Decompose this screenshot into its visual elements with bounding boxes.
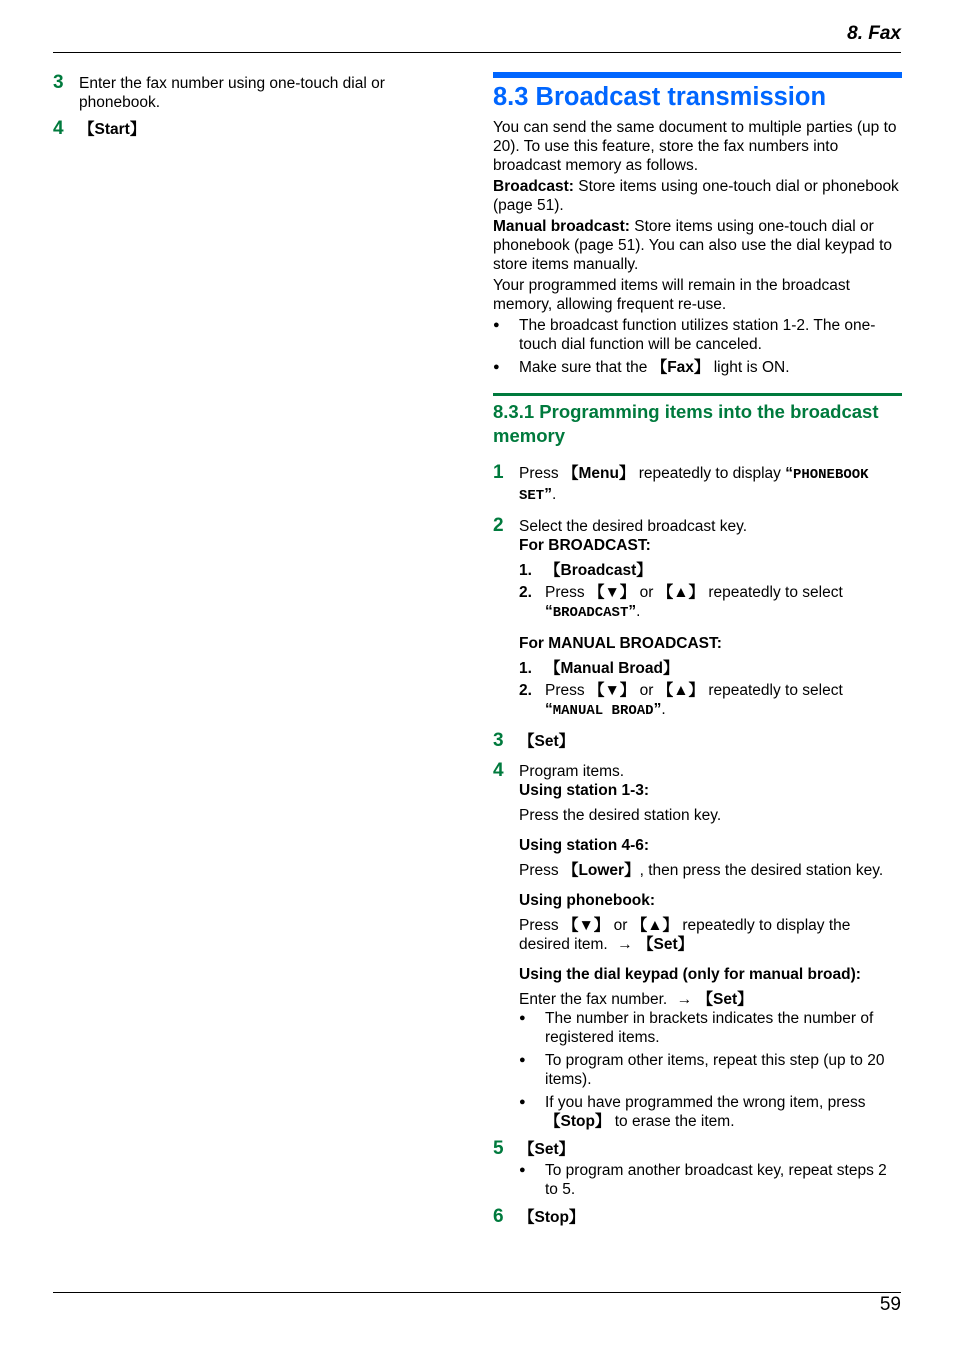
list-item: 1. 【Broadcast】 [519,562,652,579]
manual-paragraph [493,217,902,274]
step-6: 6 【Stop】 [493,1206,585,1227]
step-number: 1 [493,462,504,483]
arrow-right-icon: → [617,936,633,953]
section-bar [493,72,902,78]
manual-label: Manual broadcast: [493,218,630,235]
section-title: 8.3 Broadcast transmission [493,83,827,111]
list-item: 2. Press 【▼】 or 【▲】 repeatedly to select “BROADCAST”. [519,584,843,621]
step-text: Enter the fax number using one-touch dial or phonebook. [79,75,385,111]
list-item: 1. 【Manual Broad】 [519,660,679,677]
bullet-item: ● If you have programmed the wrong item, press 【Stop】 to erase the item. [519,1093,902,1131]
start-key: 【Start】 [79,121,146,138]
broadcast-paragraph [493,177,902,215]
remain-paragraph: Your programmed items will remain in the broadcast memory, allowing frequent re-use. [493,277,850,313]
arrow-right-icon: → [676,991,693,1008]
step-number: 3 [53,72,64,93]
bullet-item: ● Make sure that the 【Fax】 light is ON. [493,358,902,377]
step-1: 1 Press 【Menu】 repeatedly to display “PHONEBOOK SET”. [493,462,869,504]
lcd-text: BROADCAST [552,605,629,621]
step-number: 2 [493,515,504,536]
step-5: 5 【Set】 ● To program another broadcast key, repeat steps 2 to 5. [493,1140,902,1199]
lcd-text: MANUAL BROAD [552,703,654,719]
step-number: 5 [493,1138,504,1159]
broadcast-text: Store items using one-touch dial or phonebook (page 51). [493,178,899,214]
left-column [53,74,433,139]
intro-paragraph: You can send the same document to multiple parties (up to 20). To use this feature, store the fax numbers into broadcast memory as follows. [493,119,897,174]
manual-text: Store items using one-touch dial or phonebook (page 51). You can also use the dial keypad to store items manually. [493,218,893,273]
step-4: 4 Program items. Using station 1-3: Press the desired station key. Using station 4-6: Press 【Lower】, then press the desired station key. Using phonebook: Press 【▼】 or 【▲】 repeatedly to display the desired item. → 【Set】 Using the dial keypad (only for manual broad): Enter the fax number. → 【Set】 ● The number in brackets indicates the number of registered items. ● To program other items, repeat this step (up to 20 items). ● If you have programmed the wrong item, press 【Stop】 to erase the item. [493,762,902,1131]
step-3 [53,74,433,112]
bullet-item: ● To program another broadcast key, repeat steps 2 to 5. [519,1161,902,1199]
header-divider [53,52,901,53]
lcd-text: PHONEBOOK SET [519,467,869,504]
chapter-title: 8. Fax [847,23,901,44]
subsection-rule [493,393,902,396]
subsection-title: 8.3.1 Programming items into the broadcast memory [493,401,879,446]
step-number: 4 [53,118,64,139]
for-manual-label: For MANUAL BROADCAST: [519,635,722,652]
step-4 [53,120,433,139]
step-3: 3 【Set】 [493,730,575,751]
bullet-item: ● The number in brackets indicates the number of registered items. [519,1009,902,1047]
for-broadcast-label: For BROADCAST: [519,537,651,554]
step-2: 2 Select the desired broadcast key. For BROADCAST: 1. 【Broadcast】 2. Press 【▼】 or 【▲】 repeatedly to select “BROADCAST”. For MANUAL BROADCAST: 1. 【Manual Broad】 2. Press 【▼】 or 【▲】 repeatedly to select “MANUAL BROAD”. [493,517,902,721]
step-number: 4 [493,760,504,781]
bullet-item: ● To program other items, repeat this step (up to 20 items). [519,1051,902,1089]
step-number: 6 [493,1206,504,1227]
list-item: 2. Press 【▼】 or 【▲】 repeatedly to select “MANUAL BROAD”. [519,682,843,719]
bullet-item: ● The broadcast function utilizes station 1-2. The one-touch dial function will be canceled. [493,316,902,354]
page-number: 59 [879,1294,901,1315]
broadcast-label: Broadcast: [493,178,574,195]
right-column [493,72,902,1227]
footer-divider [53,1292,901,1293]
step-number: 3 [493,730,504,751]
